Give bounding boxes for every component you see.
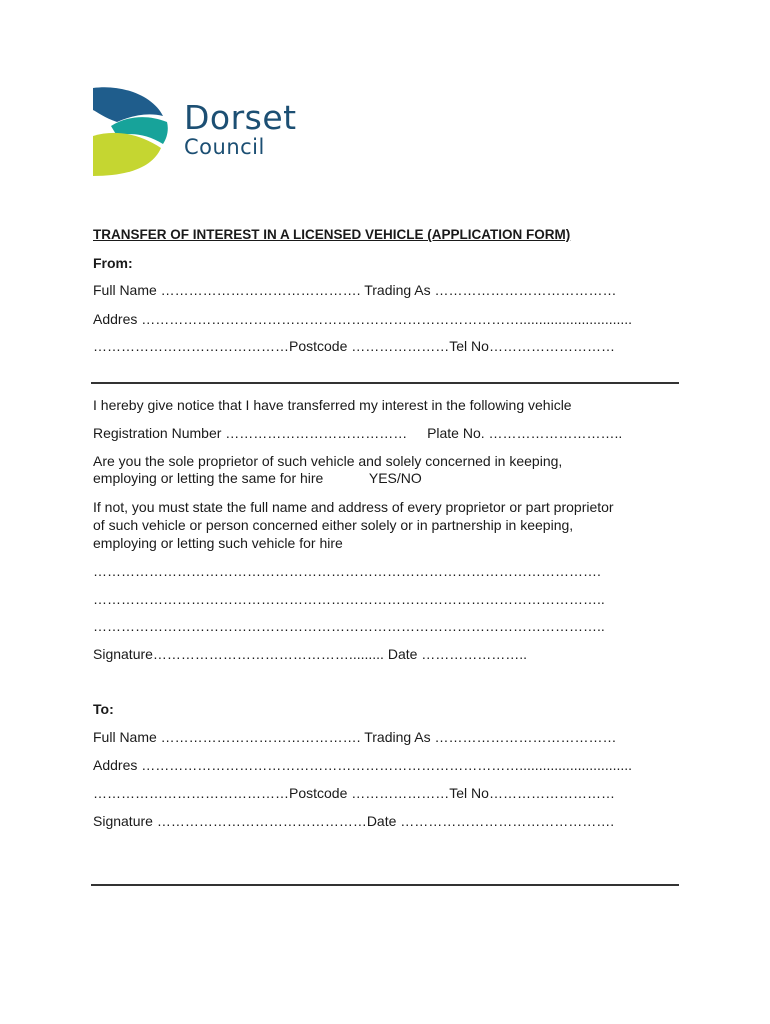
if-not-text-line3: employing or letting such vehicle for hire — [93, 535, 343, 551]
from-address-field[interactable]: Addres ………………………………………………………………………............................. — [93, 311, 633, 327]
to-signature-date-field[interactable]: Signature ………………………………………Date ………………………………………. — [93, 813, 615, 829]
from-postcode-tel-field[interactable]: ……………………………………Postcode …………………Tel No……………………… — [93, 338, 615, 354]
to-address-field[interactable]: Addres ………………………………………………………………………............................. — [93, 757, 633, 773]
sole-proprietor-question-line2 — [93, 469, 422, 487]
if-not-text-line2: of such vehicle or person concerned either solely or in partnership in keeping, — [93, 517, 574, 533]
form-title: TRANSFER OF INTEREST IN A LICENSED VEHICLE (APPLICATION FORM) — [93, 227, 571, 242]
logo-wordmark — [184, 100, 297, 158]
section-divider-top — [91, 382, 679, 384]
section-divider-bottom — [91, 884, 679, 886]
from-signature-date-field[interactable]: Signature……………………………………......... Date ………………….. — [93, 646, 528, 662]
sole-proprietor-question-line1: Are you the sole proprietor of such vehicle and solely concerned in keeping, — [93, 453, 563, 469]
notice-text: I hereby give notice that I have transferred my interest in the following vehicle — [93, 397, 572, 413]
dorset-council-logo — [91, 86, 321, 178]
logo-line-dorset: Dorset — [184, 98, 297, 137]
if-not-text-line1: If not, you must state the full name and address of every proprietor or part proprietor — [93, 499, 614, 515]
proprietor-details-line-3[interactable]: ……………………………………………………………………………………………….. — [93, 618, 605, 634]
to-postcode-tel-field[interactable]: ……………………………………Postcode …………………Tel No……………………… — [93, 785, 615, 801]
from-full-name-field[interactable]: Full Name ……………………………………. Trading As ………………………………… — [93, 282, 617, 298]
logo-line-council: Council — [184, 135, 265, 159]
plate-number-field[interactable]: Plate No. ……………………….. — [427, 425, 623, 441]
yes-no-option[interactable]: YES/NO — [368, 470, 422, 486]
sole-proprietor-question-text: employing or letting the same for hire — [93, 470, 324, 486]
dorset-council-logo-icon — [91, 86, 171, 178]
from-heading: From: — [93, 255, 133, 271]
to-full-name-field[interactable]: Full Name ……………………………………. Trading As ………………………………… — [93, 729, 617, 745]
registration-number-field[interactable]: Registration Number ………………………………… — [93, 425, 408, 441]
proprietor-details-line-1[interactable]: ………………………………………………………………………………………………. — [93, 563, 601, 579]
proprietor-details-line-2[interactable]: ……………………………………………………………………………………………….. — [93, 591, 605, 607]
to-heading: To: — [93, 701, 114, 717]
registration-row — [93, 424, 622, 442]
